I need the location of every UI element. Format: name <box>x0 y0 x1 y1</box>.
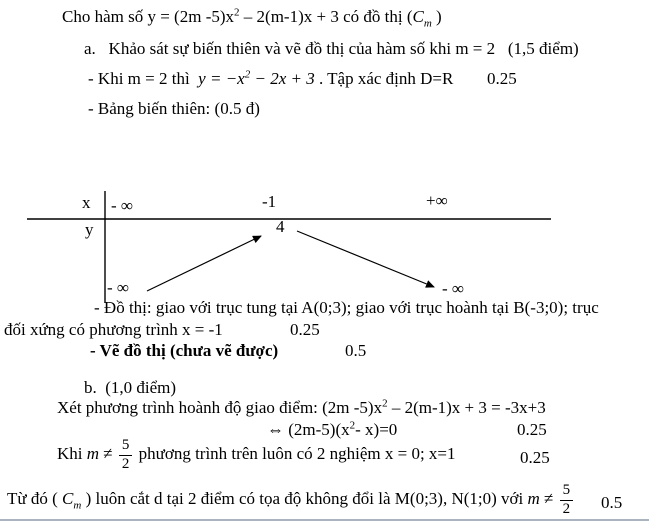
equivalence-post: - x)=0 <box>355 420 398 439</box>
table-x-neg-infinity: - ∞ <box>111 196 134 215</box>
part-a-text: a. Khảo sát sự biến thiên và vẽ đồ thị của hàm số khi m = 2 (1,5 điểm) <box>84 39 579 58</box>
not-equal-sign: ≠ <box>539 489 558 509</box>
variation-table-label <box>88 99 260 119</box>
graph-description-text2: đối xứng có phương trình x = -1 <box>4 320 223 339</box>
score-graph-description: 0.25 <box>290 320 320 339</box>
problem-text-post: – 2(m-1)x + 3 có đồ thị ( <box>239 7 413 26</box>
table-y-neg-infinity-left: - ∞ <box>107 278 130 297</box>
exponent: 2 <box>349 419 356 432</box>
fraction-denominator: 2 <box>121 455 130 472</box>
score-draw-graph: 0.5 <box>345 341 367 360</box>
cm-symbol <box>412 7 432 30</box>
cm-subscript: m <box>423 17 432 30</box>
m-symbol: m <box>527 489 540 509</box>
table-x-label: x <box>82 193 91 212</box>
table-x-critical-value: -1 <box>262 192 277 211</box>
intersection-equation-line <box>57 398 546 418</box>
condition-line <box>57 438 456 473</box>
draw-graph-text: - Vẽ đồ thị (chưa vẽ được) <box>90 341 279 360</box>
fraction-five-halves <box>119 438 133 473</box>
conclusion-pre: Từ đó ( <box>7 489 63 509</box>
intersection-equation-post: – 2(m-1)x + 3 = -3x+3 <box>387 398 546 417</box>
fraction-denominator: 2 <box>562 500 571 517</box>
intersection-equation-pre: Xét phương trình hoành độ giao điểm: (2m -5)x <box>57 398 383 417</box>
cm-symbol <box>62 489 82 512</box>
conclusion-line <box>7 483 575 518</box>
draw-graph-line <box>90 341 278 361</box>
m-symbol: m <box>86 444 100 464</box>
cm-letter: C <box>62 489 74 509</box>
decrease-arrow-icon <box>297 231 434 287</box>
score-equivalence: 0.25 <box>517 420 547 439</box>
not-equal-sign: ≠ <box>99 444 117 464</box>
cm-subscript: m <box>73 499 82 512</box>
part-b-heading <box>84 378 176 398</box>
score-conclusion: 0.5 <box>601 493 623 512</box>
exponent: 2 <box>244 68 251 81</box>
table-max-value: 4 <box>276 217 285 236</box>
substitution-line <box>88 69 453 89</box>
score-condition: 0.25 <box>520 448 550 467</box>
bottom-divider <box>0 519 649 521</box>
problem-text-close: ) <box>431 7 442 26</box>
condition-pre: Khi <box>57 444 87 464</box>
score-substitution: 0.25 <box>487 69 517 88</box>
equivalence-pre: ⇔ (2m-5)(x <box>267 420 350 439</box>
table-y-label: y <box>85 220 94 239</box>
condition-post: phương trình trên luôn có 2 nghiệm x = 0; x=1 <box>134 444 456 464</box>
graph-description-line1 <box>94 298 599 318</box>
graph-description-text1: - Đồ thị: giao với trục tung tại A(0;3); giao với trục hoành tại B(-3;0); trục <box>94 298 599 317</box>
equivalence-line <box>267 420 397 440</box>
function-formula <box>198 69 315 88</box>
conclusion-mid: ) luôn cắt d tại 2 điểm có tọa độ không đổi là M(0;3), N(1;0) với <box>81 489 528 509</box>
variation-table-label-text: - Bảng biến thiên: (0.5 đ) <box>88 99 260 118</box>
domain-text: . Tập xác định D=R <box>314 69 454 88</box>
graph-description-line2 <box>4 320 223 340</box>
formula-post: − 2x + 3 <box>250 69 315 88</box>
fraction-numerator: 5 <box>119 438 133 456</box>
table-y-neg-infinity-right: - ∞ <box>442 279 465 298</box>
exponent: 2 <box>382 397 388 410</box>
exponent: 2 <box>234 6 240 19</box>
fraction-five-halves <box>560 483 574 518</box>
table-x-pos-infinity: +∞ <box>426 191 448 210</box>
substitution-pre: - Khi m = 2 thì <box>88 69 199 88</box>
part-a-heading <box>84 39 579 59</box>
problem-statement <box>62 6 442 30</box>
cm-letter: C <box>412 7 424 26</box>
fraction-numerator: 5 <box>560 483 574 501</box>
part-b-text: b. (1,0 điểm) <box>84 378 177 397</box>
problem-text-pre: Cho hàm số y = (2m -5)x <box>62 7 235 26</box>
increase-arrow-icon <box>147 236 261 291</box>
formula-pre: y = −x <box>198 69 245 88</box>
